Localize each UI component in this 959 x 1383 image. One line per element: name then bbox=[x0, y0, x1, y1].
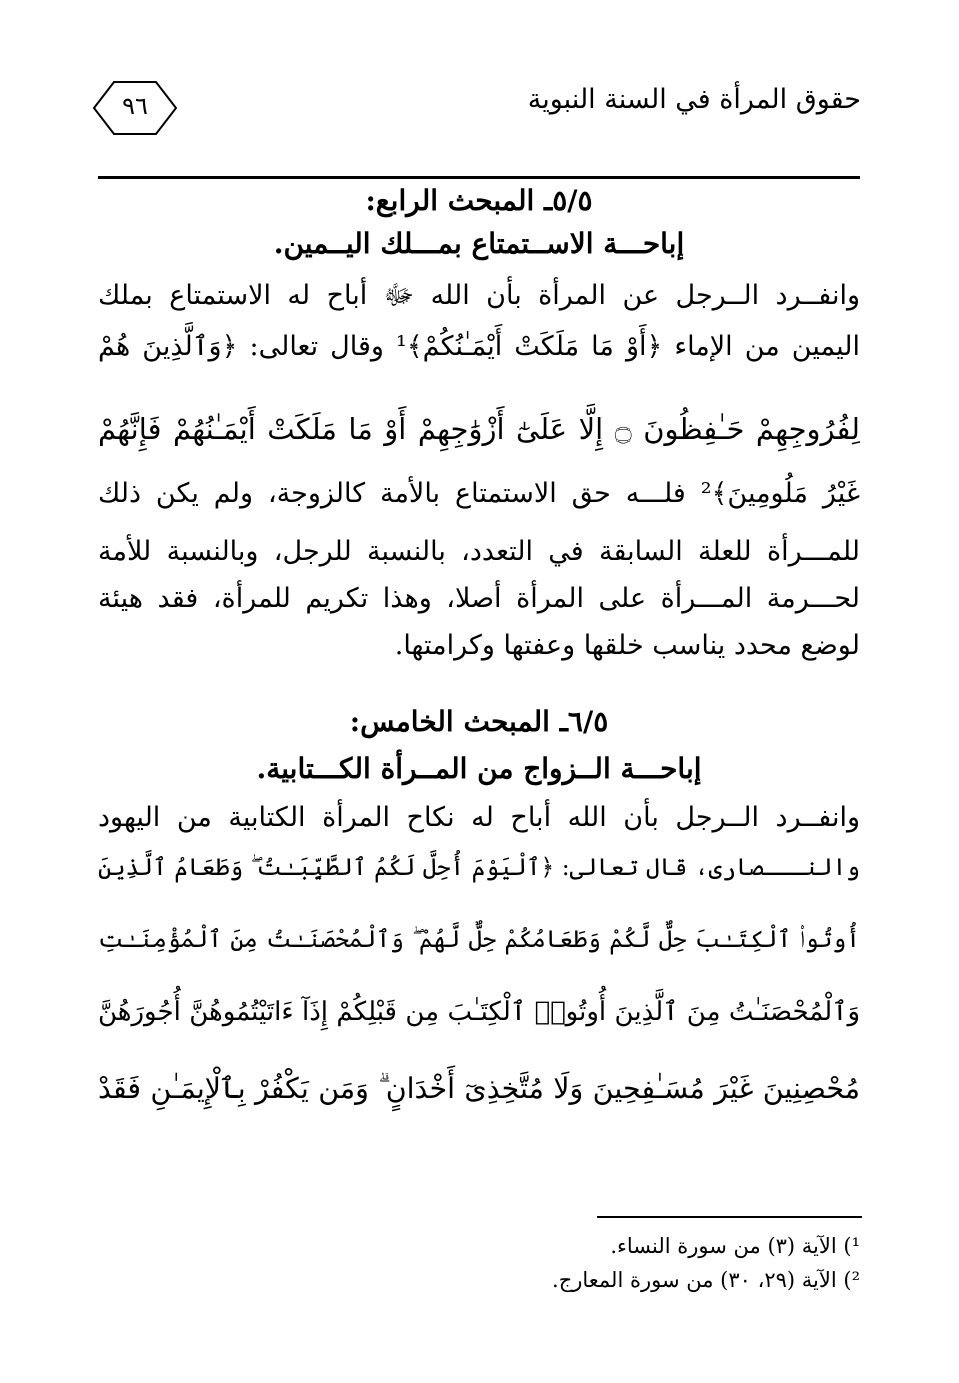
section-5-line-2: اليمين من الإماء ﴿أَوْ مَا مَلَكَتْ أَيْمَـٰنُكُمْ﴾¹ وقال تعالى: ﴿وَٱلَّذِينَ هُمْ bbox=[98, 331, 860, 362]
section-5-heading: ٥/٥ـ المبحث الرابع: bbox=[365, 184, 593, 217]
page-number-badge bbox=[92, 80, 178, 136]
footnote-2: ²) الآية (٢٩، ٣٠) من سورة المعارج. bbox=[552, 1268, 860, 1292]
section-6-line-1: وانفــرد الــرجل بأن الله أباح له نكاح المرأة الكتابية من اليهود bbox=[98, 802, 860, 833]
section-5-line-3: لِفُرُوجِهِمْ حَـٰفِظُونَ ۝ إِلَّا عَلَىٰٓ أَزْوَٰجِهِمْ أَوْ مَا مَلَكَتْ أَيْمَـٰنُهُمْ فَإِنَّهُمْ bbox=[98, 412, 861, 446]
section-6-line-2: والنـــصارى، قال تعالى: ﴿ٱلْيَوْمَ أُحِلَّ لَكُمُ ٱلطَّيِّبَـٰتُ ۖ وَطَعَامُ ٱلَّذِينَ bbox=[97, 853, 860, 881]
footnote-divider bbox=[597, 1216, 862, 1218]
section-5-line-4: غَيْرُ مَلُومِينَ﴾² فلـــه حق الاستمتاع بالأمة كالزوجة، ولم يكن ذلك bbox=[98, 478, 860, 509]
section-6-line-5: مُحْصِنِينَ غَيْرَ مُسَـٰفِحِينَ وَلَا مُتَّخِذِىٓ أَخْدَانٍ ۗ وَمَن يَكْفُرْ بِٱلْإِيمَـٰنِ فَقَدْ bbox=[98, 1072, 860, 1105]
running-header-title: حقوق المرأة في السنة النبوية bbox=[527, 84, 861, 115]
section-6-heading: ٦/٥ـ المبحث الخامس: bbox=[349, 705, 609, 738]
section-5-line-5: للمـــرأة للعلة السابقة في التعدد، بالنسبة للرجل، وبالنسبة للأمة bbox=[98, 536, 860, 567]
header-divider bbox=[98, 176, 860, 179]
section-5-subheading: إباحـــة الاســتمتاع بمـــلك اليــمين. bbox=[273, 227, 685, 260]
section-6-line-3: أُوتُوا۟ ٱلْكِتَـٰبَ حِلٌّ لَّكُمْ وَطَعَامُكُمْ حِلٌّ لَّهُمْ ۖ وَٱلْمُحْصَنَـٰتُ مِنَ ٱلْمُؤْمِنَـٰتِ bbox=[98, 925, 860, 953]
section-5-line-7: لوضع محدد يناسب خلقها وعفتها وكرامتها. bbox=[394, 630, 860, 661]
section-5-line-1: وانفــرد الــرجل عن المرأة بأن الله ﷻ أباح له الاستمتاع بملك bbox=[98, 280, 860, 311]
page-number: ٩٦ bbox=[122, 92, 148, 120]
section-6-line-4: وَٱلْمُحْصَنَـٰتُ مِنَ ٱلَّذِينَ أُوتُوا۟ ٱلْكِتَـٰبَ مِن قَبْلِكُمْ إِذَآ ءَاتَيْتُمُوهُنَّ أُجُورَهُنَّ bbox=[98, 997, 860, 1027]
section-5-line-6: لحـــرمة المـــرأة على المرأة أصلا، وهذا تكريم للمرأة، فقد هيئة bbox=[98, 583, 860, 614]
section-6-subheading: إباحـــة الــزواج من المــرأة الكـــتابية. bbox=[256, 752, 702, 785]
footnote-1: ¹) الآية (٣) من سورة النساء. bbox=[610, 1234, 860, 1258]
